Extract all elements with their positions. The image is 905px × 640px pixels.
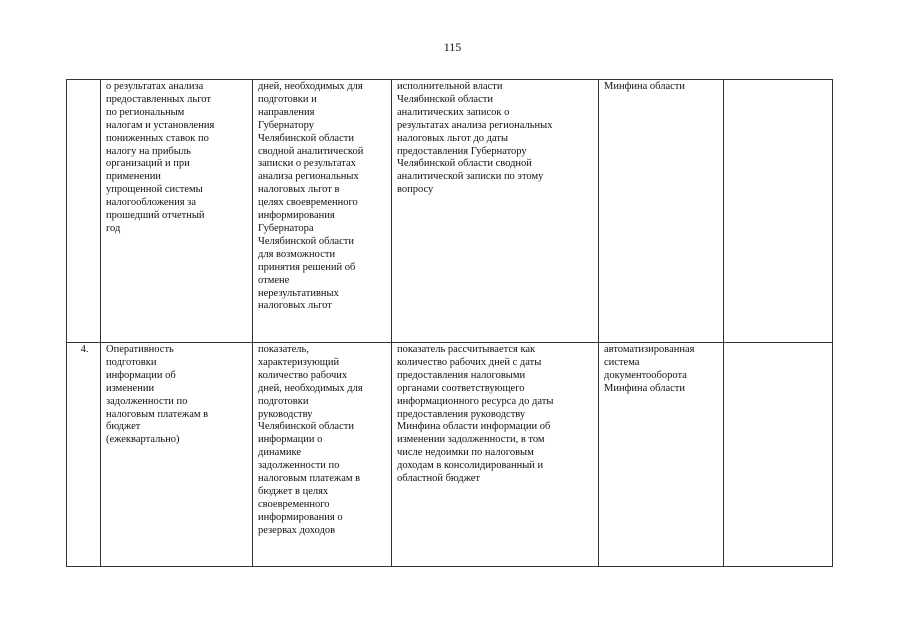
indicator-description-cell: показатель, характеризующий количество рабочих дней, необходимых для подготовки руководству Челябинской области информации о динамике задолженности по налоговым платежам в бюджет в целях своевременного информирования о резервах доходов bbox=[253, 343, 392, 567]
data-source-cell: Минфина области bbox=[599, 80, 724, 343]
indicator-name-cell: Оперативность подготовки информации об изменении задолженности по налоговым платежам в бюджет (ежеквартально) bbox=[101, 343, 253, 567]
row-number-cell bbox=[67, 80, 101, 343]
extra-cell bbox=[724, 343, 833, 567]
row-number-cell: 4. bbox=[67, 343, 101, 567]
indicators-table bbox=[66, 79, 833, 567]
indicator-description-cell: дней, необходимых для подготовки и направления Губернатору Челябинской области сводной аналитической записки о результатах анализа региональных налоговых льгот в целях своевременного информирования Губернатора Челябинской области для возможности принятия решений об отмене нерезультативных налоговых льгот bbox=[253, 80, 392, 343]
calculation-method-cell: исполнительной власти Челябинской области аналитических записок о результатах анализа региональных налоговых льгот до даты предоставления Губернатору Челябинской области сводной аналитической записки по этому вопросу bbox=[392, 80, 599, 343]
indicator-name-cell: о результатах анализа предоставленных льгот по региональным налогам и установления пониженных ставок по налогу на прибыль организаций и при применении упрощенной системы налогообложения за прошедший отчетный год bbox=[101, 80, 253, 343]
page-number: 115 bbox=[443, 40, 462, 54]
extra-cell bbox=[724, 80, 833, 343]
calculation-method-cell: показатель рассчитывается как количество рабочих дней с даты предоставления налоговыми органами соответствующего информационного ресурса до даты предоставления руководству Минфина области информации об изменении задолженности, в том числе недоимки по налоговым доходам в консолидированный и областной бюджет bbox=[392, 343, 599, 567]
data-source-cell: автоматизированная система документооборота Минфина области bbox=[599, 343, 724, 567]
table-row bbox=[67, 80, 833, 343]
table-row bbox=[67, 343, 833, 567]
